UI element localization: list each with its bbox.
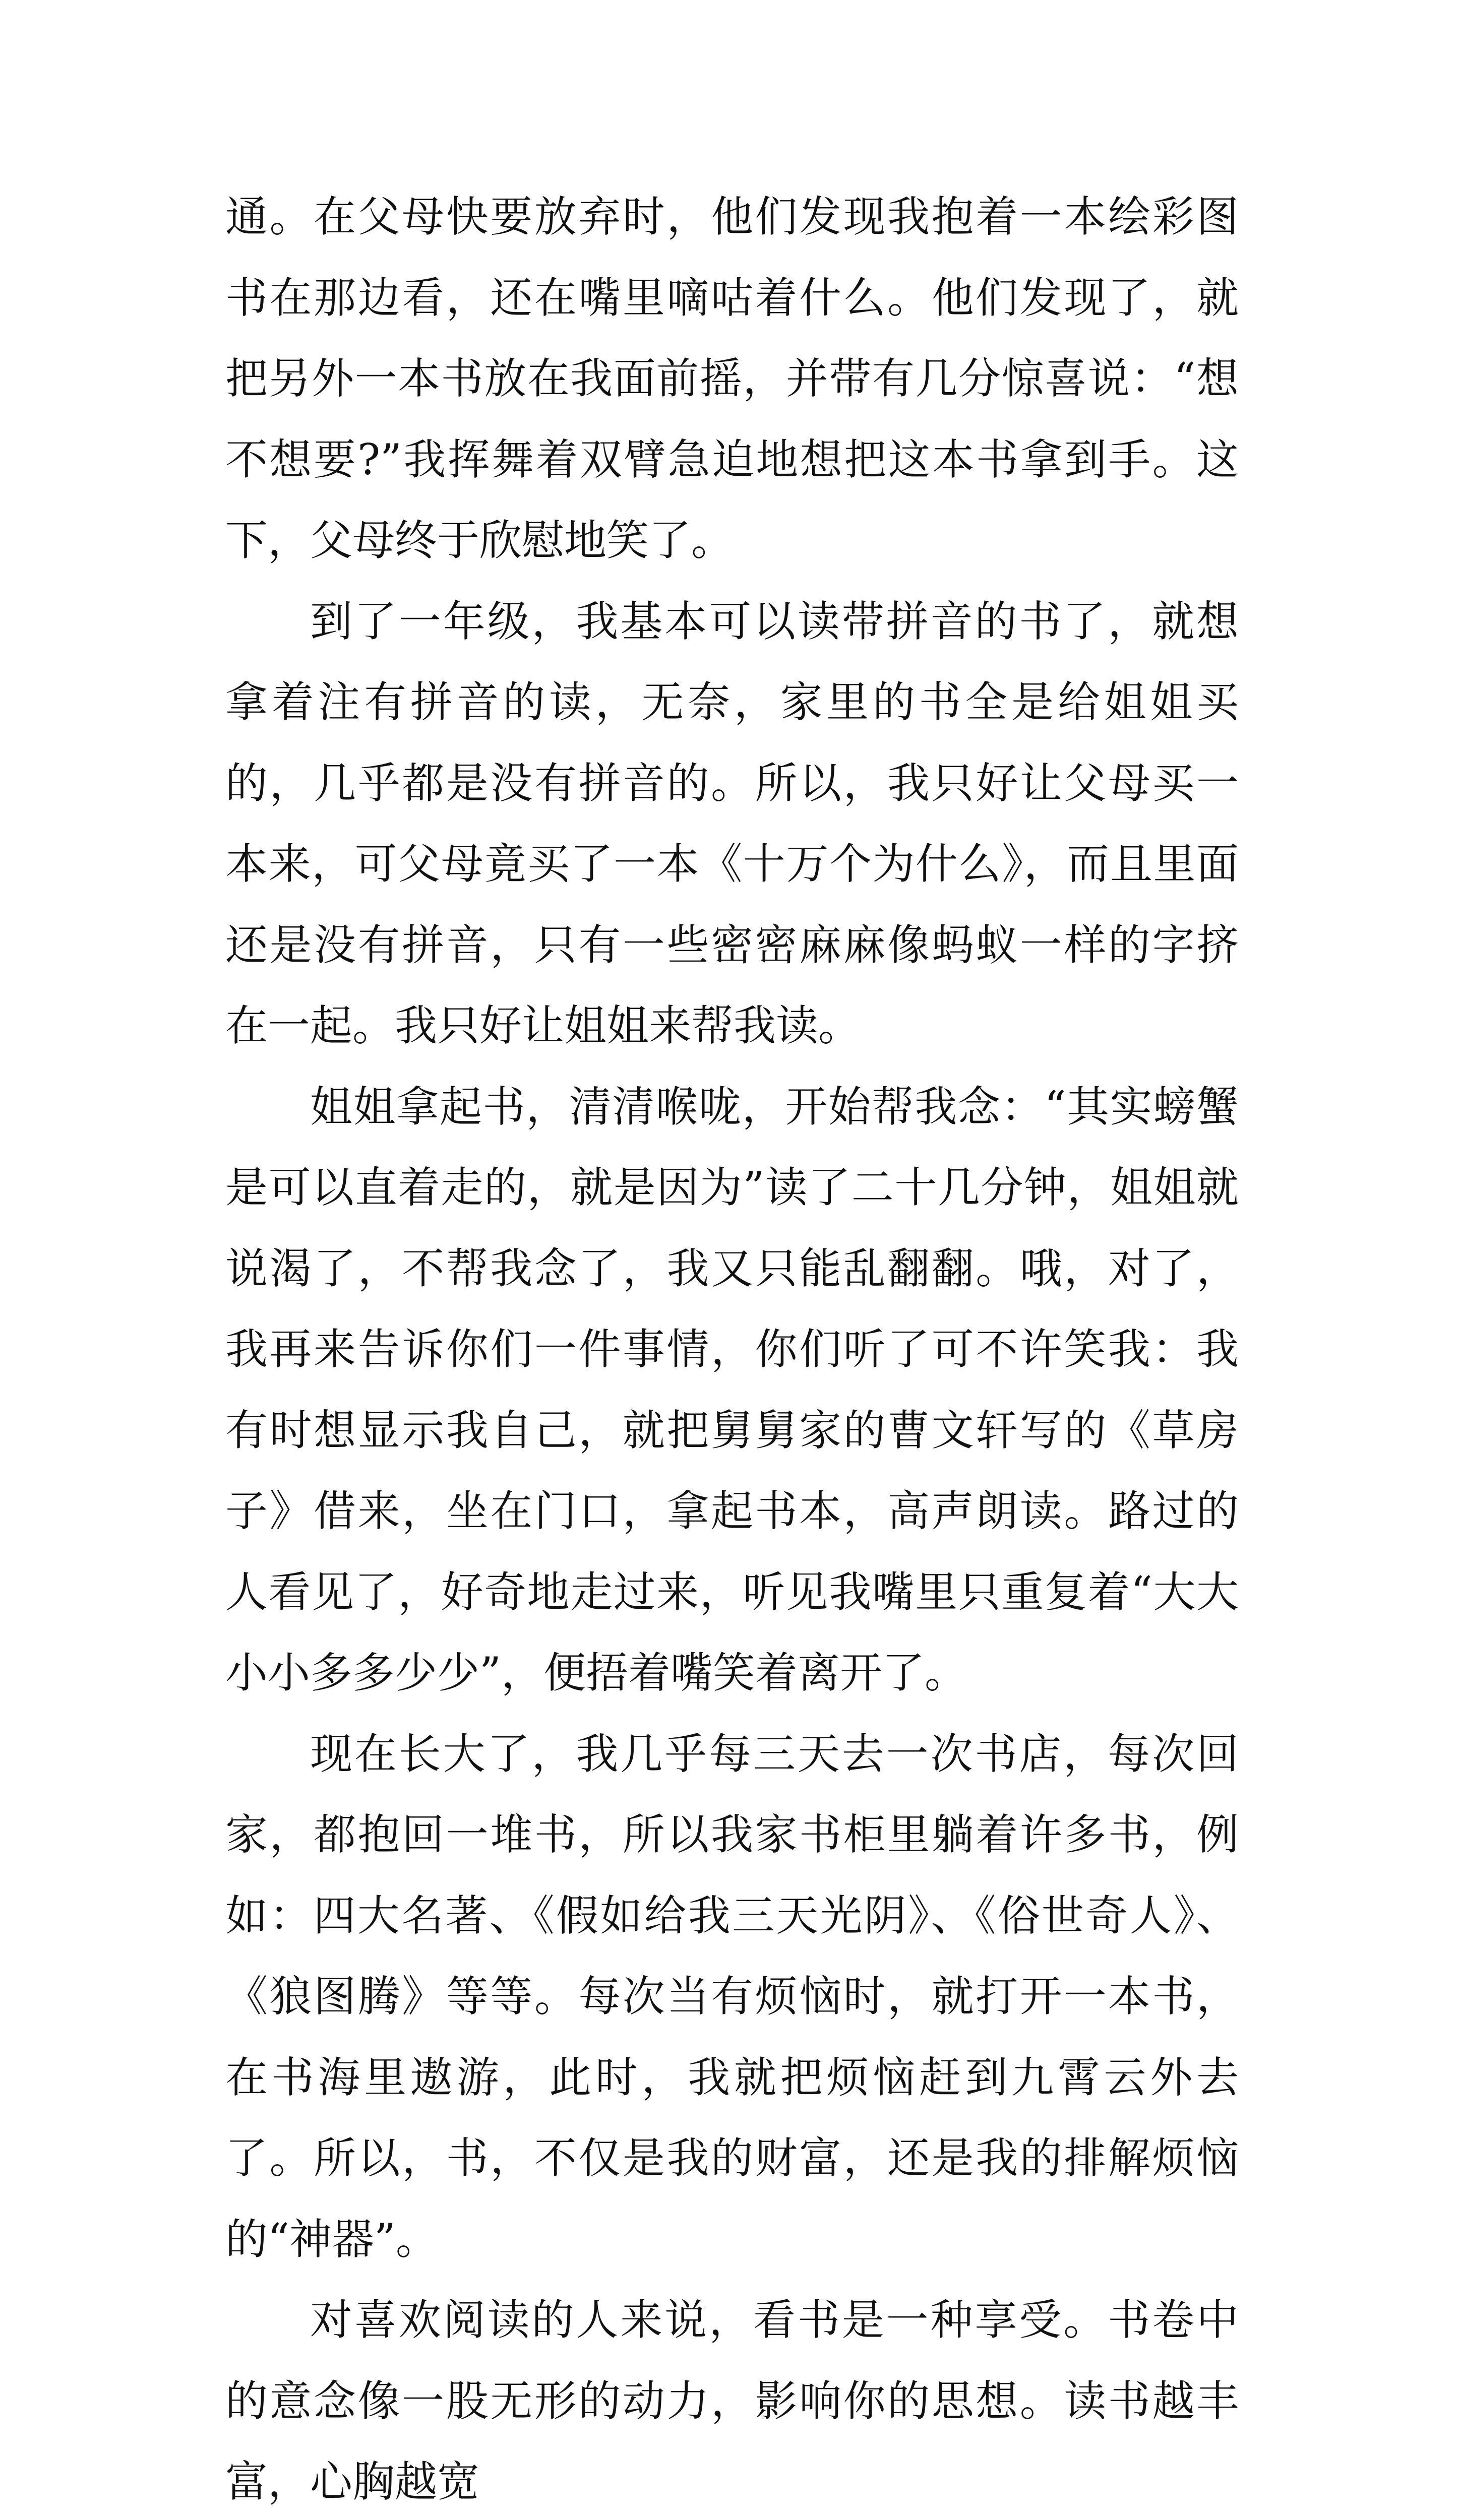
paragraph-grown-up: 现在长大了，我几乎每三天去一次书店，每次回家，都抱回一堆书，所以我家书柜里躺着许多书，例如：四大名著、《假如给我三天光阴》、《俗世奇人》、《狼图腾》等等。每次当有烦恼时，就打开一本书，在书海里遨游，此时，我就把烦恼赶到九霄云外去了。所以，书，不仅是我的财富，还是我的排解烦恼的“神器”。: [225, 1729, 1239, 2264]
paragraph-first-grade: 到了一年级，我基本可以读带拼音的书了，就想拿着注有拼音的读，无奈，家里的书全是给姐姐买的，几乎都是没有拼音的。所以，我只好让父母买一本来，可父母竟买了一本《十万个为什么》，而且里面还是没有拼音，只有一些密密麻麻像蚂蚁一样的字挤在一起。我只好让姐姐来帮我读。: [225, 596, 1239, 1050]
paragraph-sister-reading: 姐姐拿起书，清清喉咙，开始帮我念：“其实螃蟹是可以直着走的，就是因为”读了二十几分钟，姐姐就说渴了，不帮我念了，我又只能乱翻翻。哦，对了，我再来告诉你们一件事情，你们听了可不许笑我：我有时想显示我自己，就把舅舅家的曹文轩写的《草房子》借来，坐在门口，拿起书本，高声朗读。路过的人看见了，好奇地走过来，听见我嘴里只重复着“大大小小多多少少”，便捂着嘴笑着离开了。: [225, 1082, 1239, 1697]
paragraph-reading-enjoyment: 对喜欢阅读的人来说，看书是一种享受。书卷中的意念像一股无形的动力，影响你的思想。读书越丰富，心胸越宽: [225, 2295, 1239, 2506]
essay-body: [225, 176, 1239, 2520]
paragraph-continuation: 通。在父母快要放弃时，他们发现我抱着一本绘彩图书在那边看，还在嘴里嘀咕着什么。他们发现了，就把另外一本书放在我面前摇，并带有几分惊喜说：“想不想要?”我挥舞着双臂急迫地想把这本书拿到手。这下，父母终于欣慰地笑了。: [225, 192, 1239, 565]
